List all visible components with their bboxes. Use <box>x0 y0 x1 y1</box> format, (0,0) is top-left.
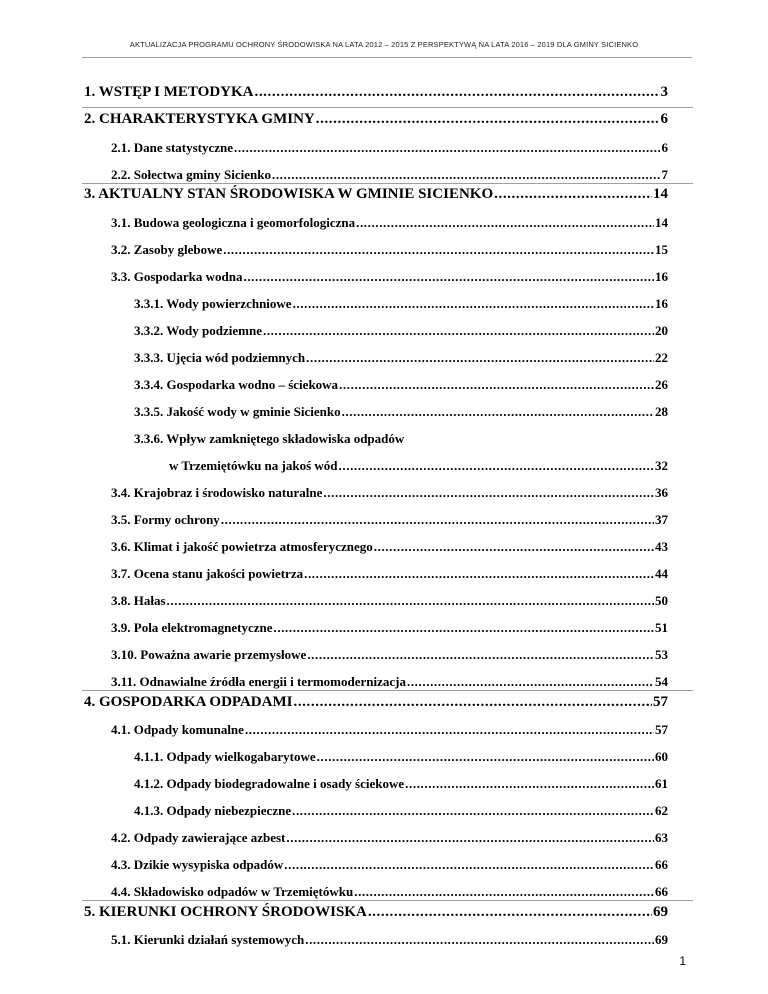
page-number: 1 <box>679 954 686 968</box>
toc-entry-title: 4.1.3. Odpady niebezpieczne <box>134 803 292 818</box>
toc-entry-title: 1. WSTĘP I METODYKA <box>84 84 254 100</box>
toc-entry-title: 3.7. Ocena stanu jakości powietrza <box>111 566 304 581</box>
toc-entry-title: 4.1.2. Odpady biodegradowalne i osady ściekowe <box>134 776 405 791</box>
toc-entry-page: 43 <box>655 539 668 554</box>
toc-entry-title: 2.2. Sołectwa gminy Sicienko <box>111 167 271 182</box>
header-rule <box>82 57 692 58</box>
toc-leader-dots <box>339 377 654 393</box>
toc-entry-title: 3.8. Hałas <box>111 593 166 608</box>
toc-leader-dots <box>317 749 654 765</box>
toc-entry-3-11[interactable] <box>111 674 668 690</box>
toc-entry-page: 16 <box>655 269 668 284</box>
toc-entry-5[interactable] <box>84 904 668 921</box>
toc-entry-page: 57 <box>655 722 668 737</box>
toc-entry-page: 54 <box>655 674 668 689</box>
toc-entry-title: 4.2. Odpady zawierające azbest <box>111 830 286 845</box>
toc-entry-page: 60 <box>655 749 668 764</box>
toc-entry-page: 50 <box>655 593 668 608</box>
toc-entry-page: 15 <box>655 242 668 257</box>
toc-entry-3-5[interactable] <box>111 512 668 528</box>
toc-leader-dots <box>223 242 654 258</box>
toc-leader-dots <box>293 694 652 711</box>
toc-leader-dots <box>305 932 654 948</box>
toc-leader-dots <box>342 404 654 420</box>
toc-leader-dots <box>306 350 654 366</box>
toc-leader-dots <box>284 857 654 873</box>
toc-entry-3-6[interactable] <box>111 539 668 555</box>
toc-entry-page: 61 <box>655 776 668 791</box>
toc-entry-4-1[interactable] <box>111 722 668 738</box>
toc-entry-3-3[interactable] <box>111 269 668 285</box>
toc-leader-dots <box>274 620 655 636</box>
toc-entry-title: 4. GOSPODARKA ODPADAMI <box>84 694 293 710</box>
toc-entry-title: 3.3.1. Wody powierzchniowe <box>134 296 292 311</box>
toc-leader-dots <box>221 512 654 528</box>
toc-entry-page: 66 <box>655 857 668 872</box>
toc-entry-title: 5. KIERUNKI OCHRONY ŚRODOWISKA <box>84 904 367 920</box>
toc-leader-dots <box>368 904 652 921</box>
toc-entry-3-8[interactable] <box>111 593 668 609</box>
toc-entry-4[interactable] <box>84 694 668 711</box>
toc-entry-title: 4.1.1. Odpady wielkogabarytowe <box>134 749 316 764</box>
toc-entry-title: 2. CHARAKTERYSTYKA GMINY <box>84 111 315 127</box>
toc-entry-2[interactable] <box>84 111 668 128</box>
toc-leader-dots <box>243 269 654 285</box>
toc-leader-dots <box>405 776 654 792</box>
toc-entry-3-3-5[interactable] <box>134 404 668 420</box>
toc-entry-page: 16 <box>655 296 668 311</box>
toc-entry-3-4[interactable] <box>111 485 668 501</box>
toc-entry-title: 3.11. Odnawialne źródła energii i termomodernizacja <box>111 674 406 689</box>
toc-entry-4-3[interactable] <box>111 857 668 873</box>
toc-leader-dots <box>254 84 659 101</box>
toc-entry-page: 22 <box>655 350 668 365</box>
toc-entry-title: 3.2. Zasoby glebowe <box>111 242 223 257</box>
toc-entry-title: 3.3. Gospodarka wodna <box>111 269 243 284</box>
toc-leader-dots <box>304 566 654 582</box>
toc-entry-4-1-1[interactable] <box>134 749 668 765</box>
toc-leader-dots <box>316 111 660 128</box>
toc-entry-title: 3.3.2. Wody podziemne <box>134 323 262 338</box>
toc-leader-dots <box>407 674 654 690</box>
toc-leader-dots <box>245 722 654 738</box>
toc-leader-dots <box>323 485 654 501</box>
toc-entry-page: 6 <box>660 111 668 127</box>
toc-divider <box>82 900 693 901</box>
toc-entry-title: 2.1. Dane statystyczne <box>111 140 234 155</box>
toc-entry-4-4[interactable] <box>111 884 668 900</box>
toc-entry-title: 4.1. Odpady komunalne <box>111 722 244 737</box>
toc-entry-4-1-2[interactable] <box>134 776 668 792</box>
toc-entry-3-3-4[interactable] <box>134 377 668 393</box>
toc-leader-dots <box>494 186 652 203</box>
toc-entry-page: 69 <box>653 904 668 920</box>
toc-leader-dots <box>272 167 661 183</box>
toc-leader-dots <box>167 593 654 609</box>
toc-entry-page: 32 <box>655 458 668 473</box>
toc-entry-page: 14 <box>655 215 668 230</box>
toc-entry-3-9[interactable] <box>111 620 668 636</box>
toc-entry-page: 20 <box>655 323 668 338</box>
toc-entry-page: 6 <box>661 140 668 155</box>
toc-entry-3-3-6-first-line[interactable]: 3.3.6. Wpływ zamkniętego składowiska odpadów <box>134 431 405 446</box>
toc-entry-page: 63 <box>655 830 668 845</box>
toc-entry-page: 44 <box>655 566 668 581</box>
toc-entry-title: 3.10. Poważna awarie przemysłowe <box>111 647 307 662</box>
toc-entry-2-1[interactable] <box>111 140 668 156</box>
toc-entry-page: 62 <box>655 803 668 818</box>
toc-leader-dots <box>339 458 654 474</box>
toc-entry-page: 14 <box>653 186 668 202</box>
toc-entry-title: 4.4. Składowisko odpadów w Trzemiętówku <box>111 884 354 899</box>
toc-entry-3-7[interactable] <box>111 566 668 582</box>
toc-entry-page: 66 <box>655 884 668 899</box>
toc-leader-dots <box>307 647 654 663</box>
toc-entry-title: 3.1. Budowa geologiczna i geomorfologiczna <box>111 215 356 230</box>
toc-leader-dots <box>374 539 654 555</box>
toc-entry-page: 7 <box>661 167 668 182</box>
toc-entry-page: 26 <box>655 377 668 392</box>
toc-entry-title: 3. AKTUALNY STAN ŚRODOWISKA W GMINIE SICIENKO <box>84 186 494 202</box>
toc-entry-title: 3.3.3. Ujęcia wód podziemnych <box>134 350 306 365</box>
toc-entry-page: 28 <box>655 404 668 419</box>
toc-entry-title: 3.3.4. Gospodarka wodno – ściekowa <box>134 377 339 392</box>
toc-entry-3-3-2[interactable] <box>134 323 668 339</box>
toc-entry-page: 36 <box>655 485 668 500</box>
toc-entry-2-2[interactable] <box>111 167 668 183</box>
toc-entry-3-3-1[interactable] <box>134 296 668 312</box>
toc-entry-page: 3 <box>660 84 668 100</box>
toc-leader-dots <box>292 803 654 819</box>
toc-entry-page: 51 <box>655 620 668 635</box>
toc-entry-title: 3.6. Klimat i jakość powietrza atmosferycznego <box>111 539 373 554</box>
toc-entry-4-2[interactable] <box>111 830 668 846</box>
toc-entry-title: 3.3.5. Jakość wody w gminie Sicienko <box>134 404 341 419</box>
toc-entry-3-10[interactable] <box>111 647 668 663</box>
toc-leader-dots <box>293 296 654 312</box>
toc-entry-1[interactable] <box>84 84 668 101</box>
toc-entry-page: 53 <box>655 647 668 662</box>
toc-entry-title: w Trzemiętówku na jakoś wód <box>169 458 338 473</box>
toc-entry-3-2[interactable] <box>111 242 668 258</box>
toc-entry-page: 69 <box>655 932 668 947</box>
toc-entry-title: 3.4. Krajobraz i środowisko naturalne <box>111 485 323 500</box>
toc-entry-3-3-6[interactable] <box>169 458 668 474</box>
toc-entry-3-3-3[interactable] <box>134 350 668 366</box>
toc-entry-title: 3.5. Formy ochrony <box>111 512 220 527</box>
toc-leader-dots <box>263 323 654 339</box>
toc-entry-3-1[interactable] <box>111 215 668 231</box>
toc-entry-title: 4.3. Dzikie wysypiska odpadów <box>111 857 284 872</box>
toc-divider <box>82 183 693 184</box>
toc-leader-dots <box>354 884 654 900</box>
toc-entry-title: 3.9. Pola elektromagnetyczne <box>111 620 273 635</box>
toc-entry-3[interactable] <box>84 186 668 203</box>
toc-leader-dots <box>286 830 654 846</box>
toc-divider <box>82 690 693 691</box>
toc-entry-page: 37 <box>655 512 668 527</box>
toc-divider <box>82 107 693 108</box>
toc-entry-4-1-3[interactable] <box>134 803 668 819</box>
toc-leader-dots <box>356 215 654 231</box>
running-header: AKTUALIZACJA PROGRAMU OCHRONY ŚRODOWISKA NA LATA 2012 – 2015 Z PERSPEKTYWĄ NA LATA 2016 – 2019 DLA GMINY SICIENKO <box>129 40 639 49</box>
toc-leader-dots <box>234 140 660 156</box>
toc-entry-page: 57 <box>653 694 668 710</box>
toc-entry-title: 5.1. Kierunki działań systemowych <box>111 932 305 947</box>
toc-entry-5-1[interactable] <box>111 932 668 948</box>
